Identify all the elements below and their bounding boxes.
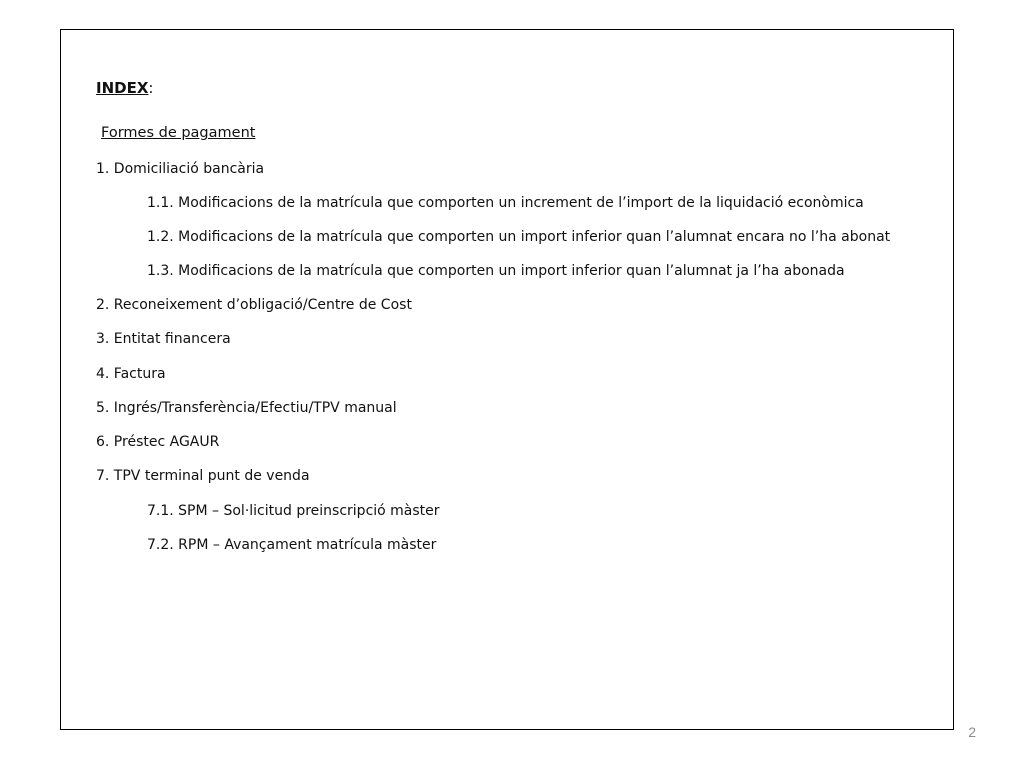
toc-item-2: 2. Reconeixement d’obligació/Centre de Cost xyxy=(96,297,412,313)
toc-item-1: 1. Domiciliació bancària xyxy=(96,161,265,177)
toc-item-1-2: 1.2. Modificacions de la matrícula que comporten un import inferior quan l’alumnat encara no l’ha abonat xyxy=(147,229,891,245)
index-heading xyxy=(96,78,153,98)
index-colon: : xyxy=(148,79,154,97)
page-number: 2 xyxy=(968,724,976,740)
toc-item-4: 4. Factura xyxy=(96,366,166,382)
toc-item-6: 6. Préstec AGAUR xyxy=(96,434,220,450)
toc-item-5: 5. Ingrés/Transferència/Efectiu/TPV manual xyxy=(96,400,397,416)
toc-item-7-2: 7.2. RPM – Avançament matrícula màster xyxy=(147,537,437,553)
index-title: INDEX xyxy=(96,79,149,97)
toc-item-7: 7. TPV terminal punt de venda xyxy=(96,468,310,484)
toc-item-1-3: 1.3. Modificacions de la matrícula que comporten un import inferior quan l’alumnat ja l’ha abonada xyxy=(147,263,845,279)
section-subheading: Formes de pagament xyxy=(101,125,256,141)
toc-item-3: 3. Entitat financera xyxy=(96,331,231,347)
toc-item-7-1: 7.1. SPM – Sol·licitud preinscripció màster xyxy=(147,503,440,519)
toc-item-1-1: 1.1. Modificacions de la matrícula que comporten un increment de l’import de la liquidació econòmica xyxy=(147,195,864,211)
